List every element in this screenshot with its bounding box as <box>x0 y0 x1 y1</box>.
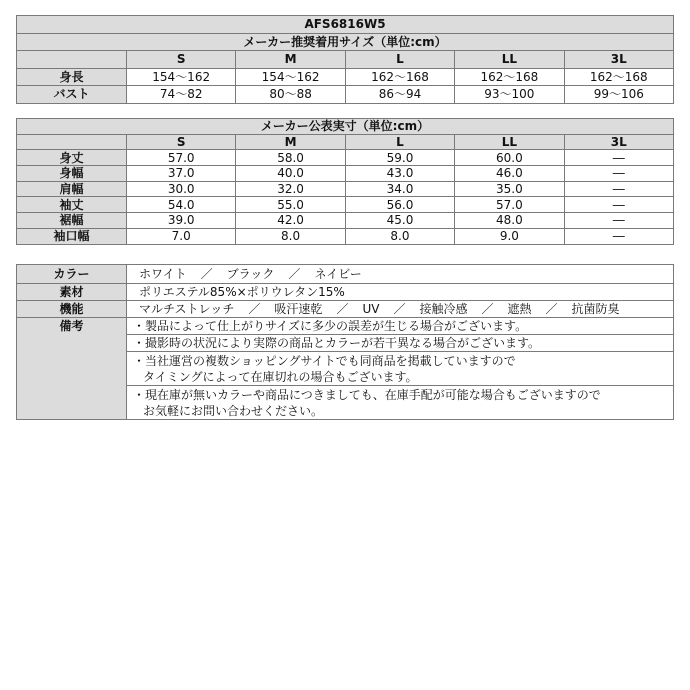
function-item: マルチストレッチ <box>139 302 235 316</box>
color-item: ブラック <box>226 267 275 281</box>
table-row <box>17 68 674 86</box>
row-label-height: 身長 <box>17 68 127 86</box>
function-item: 接触冷感 <box>419 302 468 316</box>
table-cell: 74～82 <box>127 86 236 104</box>
row-label-bust: バスト <box>17 86 127 104</box>
table-cell: 56.0 <box>345 197 454 213</box>
table-row <box>17 213 674 229</box>
row-label-shoulder: 肩幅 <box>17 181 127 197</box>
table-cell: 42.0 <box>236 213 345 229</box>
table-cell: 46.0 <box>455 166 564 182</box>
table-cell: 55.0 <box>236 197 345 213</box>
table-cell: 34.0 <box>345 181 454 197</box>
table-cell: ― <box>564 166 673 182</box>
table-cell: 8.0 <box>345 228 454 244</box>
table-cell: 57.0 <box>127 150 236 166</box>
size-header: L <box>345 134 454 150</box>
note-line: タイミングによって在庫切れの場合もございます。 <box>143 369 418 384</box>
corner-cell <box>17 134 127 150</box>
row-label-length: 身丈 <box>17 150 127 166</box>
table-cell: 9.0 <box>455 228 564 244</box>
recommended-size-table <box>16 15 674 104</box>
table-cell: ― <box>564 228 673 244</box>
table-cell: 154～162 <box>236 68 345 86</box>
size-header: S <box>127 51 236 69</box>
table-row <box>17 166 674 182</box>
function-list <box>127 301 674 318</box>
note-item <box>127 335 674 352</box>
separator: ／ <box>248 302 261 316</box>
actual-measurement-table <box>16 118 674 245</box>
table-cell: 43.0 <box>345 166 454 182</box>
table-cell: 45.0 <box>345 213 454 229</box>
table-cell: 37.0 <box>127 166 236 182</box>
note-line: ・撮影時の状況により実際の商品とカラーが若干異なる場合がございます。 <box>133 336 541 350</box>
table-row <box>17 228 674 244</box>
function-item: 抗菌防臭 <box>571 302 620 316</box>
table-cell: 57.0 <box>455 197 564 213</box>
material-label: 素材 <box>17 284 127 301</box>
table-cell: ― <box>564 150 673 166</box>
material-value: ポリエステル85%×ポリウレタン15% <box>127 284 674 301</box>
table-row <box>17 181 674 197</box>
table-cell: 99～106 <box>564 86 673 104</box>
note-item <box>127 318 674 335</box>
row-label-hem: 裾幅 <box>17 213 127 229</box>
product-info-table <box>16 264 674 420</box>
table-cell: 86～94 <box>345 86 454 104</box>
corner-cell <box>17 51 127 69</box>
notes-label: 備考 <box>17 318 127 420</box>
color-list <box>127 265 674 284</box>
table-cell: ― <box>564 213 673 229</box>
table-cell: 162～168 <box>564 68 673 86</box>
note-line: ・現在庫が無いカラーや商品につきましても、在庫手配が可能な場合もございますので <box>133 387 601 402</box>
table-cell: 32.0 <box>236 181 345 197</box>
table-cell: ― <box>564 181 673 197</box>
table-cell: 162～168 <box>345 68 454 86</box>
table-cell: 93～100 <box>455 86 564 104</box>
note-line: ・当社運営の複数ショッピングサイトでも同商品を掲載していますので <box>133 353 516 368</box>
size-header: LL <box>455 134 564 150</box>
size-header: LL <box>455 51 564 69</box>
function-item: UV <box>362 302 380 316</box>
size-header: 3L <box>564 134 673 150</box>
table-row <box>17 86 674 104</box>
row-label-sleeve: 袖丈 <box>17 197 127 213</box>
separator: ／ <box>393 302 406 316</box>
function-label: 機能 <box>17 301 127 318</box>
separator: ／ <box>200 267 213 281</box>
table-row <box>17 150 674 166</box>
table-cell: 39.0 <box>127 213 236 229</box>
table-cell: 7.0 <box>127 228 236 244</box>
table-cell: 35.0 <box>455 181 564 197</box>
table-cell: 48.0 <box>455 213 564 229</box>
color-item: ホワイト <box>139 267 187 281</box>
note-item <box>127 352 674 386</box>
separator: ／ <box>288 267 301 281</box>
product-code: AFS6816W5 <box>17 16 674 34</box>
separator: ／ <box>336 302 349 316</box>
table-row <box>17 197 674 213</box>
size-header: S <box>127 134 236 150</box>
color-label: カラー <box>17 265 127 284</box>
table-cell: 59.0 <box>345 150 454 166</box>
table-cell: 80～88 <box>236 86 345 104</box>
note-item <box>127 386 674 420</box>
note-line: お気軽にお問い合わせください。 <box>143 403 324 418</box>
table-cell: 54.0 <box>127 197 236 213</box>
table-cell: 154～162 <box>127 68 236 86</box>
table-cell: 30.0 <box>127 181 236 197</box>
table-cell: 8.0 <box>236 228 345 244</box>
table-cell: 60.0 <box>455 150 564 166</box>
function-item: 遮熱 <box>507 302 532 316</box>
table-cell: ― <box>564 197 673 213</box>
separator: ／ <box>481 302 494 316</box>
size-header: M <box>236 51 345 69</box>
separator: ／ <box>545 302 558 316</box>
actual-measurement-header: メーカー公表実寸（単位:cm） <box>17 119 674 135</box>
size-header: M <box>236 134 345 150</box>
size-header: L <box>345 51 454 69</box>
table-cell: 58.0 <box>236 150 345 166</box>
row-label-cuff: 袖口幅 <box>17 228 127 244</box>
color-item: ネイビー <box>314 267 362 281</box>
row-label-width: 身幅 <box>17 166 127 182</box>
function-item: 吸汗速乾 <box>274 302 323 316</box>
size-header: 3L <box>564 51 673 69</box>
note-line: ・製品によって仕上がりサイズに多少の誤差が生じる場合がございます。 <box>133 319 528 333</box>
table-cell: 40.0 <box>236 166 345 182</box>
table-cell: 162～168 <box>455 68 564 86</box>
recommended-size-header: メーカー推奨着用サイズ（単位:cm） <box>17 33 674 51</box>
